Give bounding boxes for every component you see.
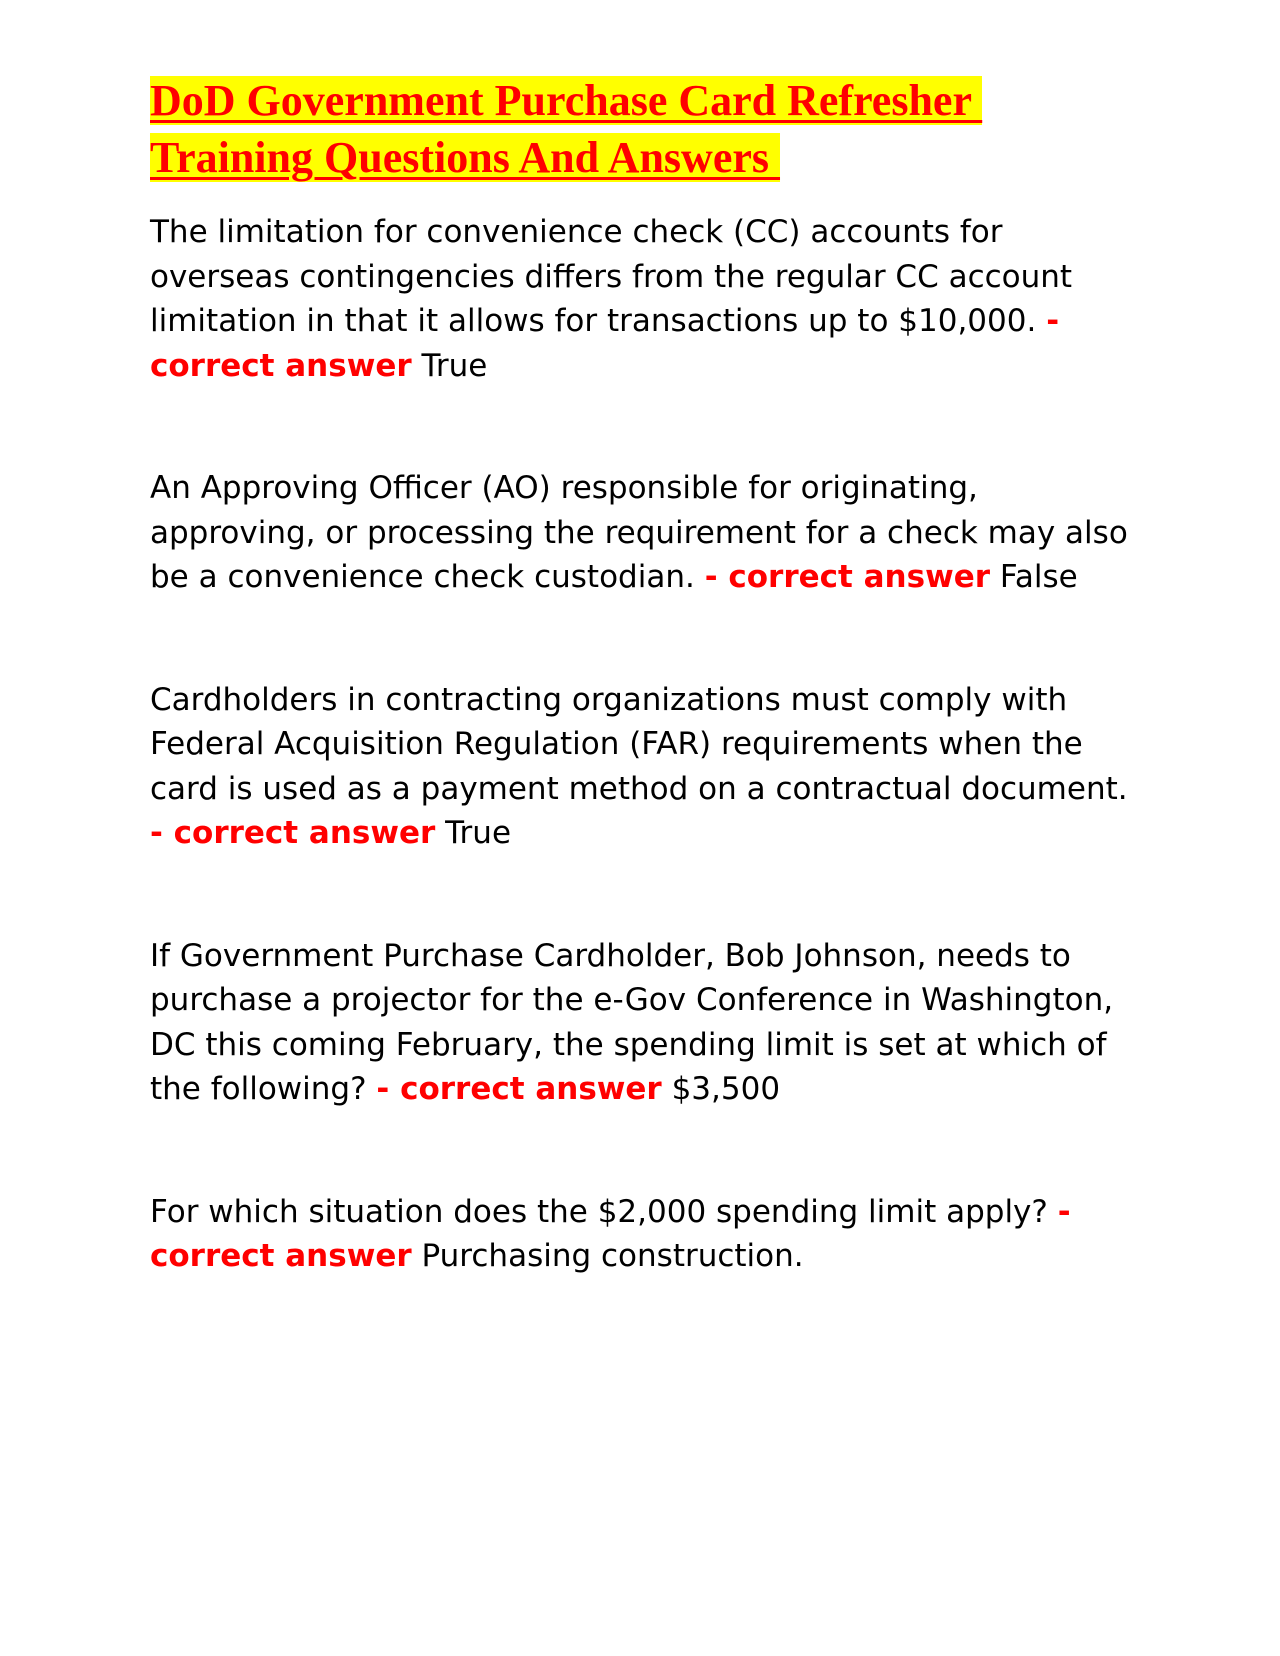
answer-marker: - correct answer bbox=[150, 815, 436, 851]
answer-marker: - correct answer bbox=[376, 1071, 662, 1107]
question-text: For which situation does the $2,000 spending limit apply? bbox=[150, 1193, 1048, 1230]
answer-text: Purchasing construction. bbox=[421, 1238, 804, 1274]
question-text: Cardholders in contracting organizations must comply with Federal Acquisition Regulation (FAR) requirements when the card is used as a payment method on a contractual document. bbox=[150, 681, 1128, 807]
document-page bbox=[150, 72, 1130, 1279]
document-title-text: DoD Government Purchase Card Refresher Training Questions And Answers bbox=[150, 76, 983, 182]
qa-item-2 bbox=[150, 466, 1130, 600]
qa-item-4 bbox=[150, 934, 1130, 1112]
question-text: An Approving Officer (AO) responsible for originating, approving, or processing the requirement for a check may also be a convenience check custodian. bbox=[150, 470, 1128, 595]
answer-marker: - correct answer bbox=[704, 559, 991, 595]
document-title bbox=[150, 72, 1130, 186]
answer-text: $3,500 bbox=[671, 1071, 781, 1107]
qa-item-1 bbox=[150, 210, 1130, 388]
answer-marker: - correct answer bbox=[150, 303, 1060, 384]
question-text: The limitation for convenience check (CC) accounts for overseas contingencies differs from the regular CC account limitation in that it allows for transactions up to $10,000. bbox=[150, 214, 1073, 339]
answer-text: False bbox=[999, 559, 1078, 595]
answer-marker: - correct answer bbox=[150, 1193, 1071, 1274]
answer-text: True bbox=[445, 815, 512, 851]
qa-item-3 bbox=[150, 678, 1130, 856]
qa-item-5 bbox=[150, 1190, 1130, 1279]
answer-text: True bbox=[421, 347, 488, 384]
question-text: If Government Purchase Cardholder, Bob Johnson, needs to purchase a projector for the e-Gov Conference in Washington, DC this coming February, the spending limit is set at which of the following? bbox=[150, 937, 1114, 1107]
